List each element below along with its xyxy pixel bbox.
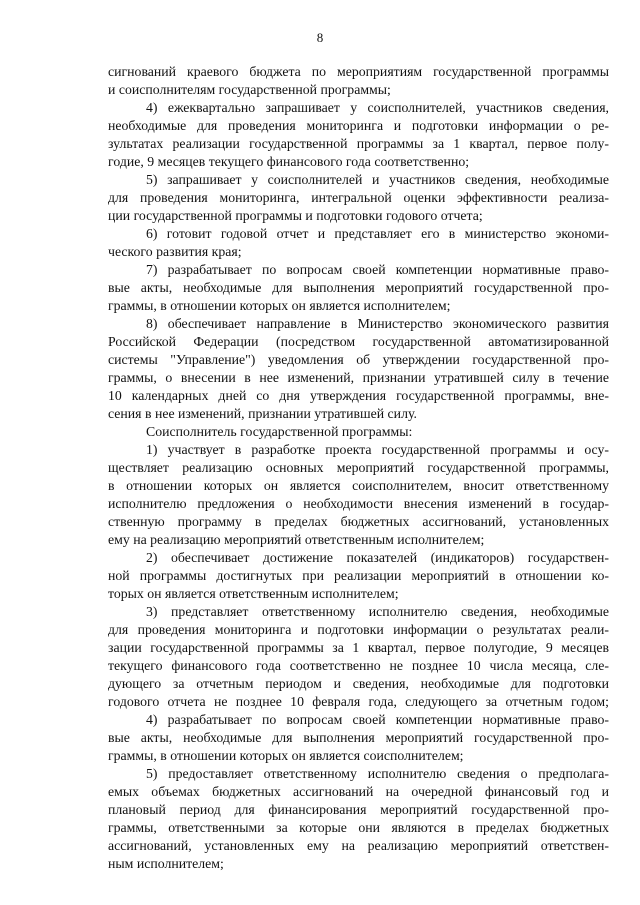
text-line: сигнований краевого бюджета по мероприятиям государственной программы [108,64,609,79]
text-line: 5) запрашивает у соисполнителей и участников сведения, необходимые [146,172,609,187]
text-line: Соисполнитель государственной программы: [146,424,413,439]
text-line: 7) разрабатывает по вопросам своей компетенции нормативные право- [146,262,609,277]
text-line: 4) разрабатывает по вопросам своей компетенции нормативные право- [146,712,609,727]
text-line: плановый период для финансирования мероприятий государственной про- [108,802,609,817]
text-line: граммы, в отношении которых он является исполнителем; [108,298,451,313]
document-body [108,63,609,873]
text-line: ции государственной программы и подготовки годового отчета; [108,208,483,223]
text-line: 8) обеспечивает направление в Министерство экономического развития [146,316,609,331]
text-line: емых объемах бюджетных ассигнований на очередной финансовый год и [108,784,609,799]
text-line: в отношении которых он является соисполнителем, вносит ответственному [108,478,609,493]
text-line: ным исполнителем; [108,856,224,871]
text-line: 4) ежеквартально запрашивает у соисполнителей, участников сведения, [146,100,609,115]
text-line: вые акты, необходимые для выполнения мероприятий государственной про- [108,280,609,295]
text-line: 10 календарных дней со дня утверждения государственной программы, вне- [108,388,609,403]
text-line: зации государственной программы за 1 квартал, первое полугодие, 9 месяцев [108,640,609,655]
text-line: для проведения мониторинга, интегральной оценки эффективности реализа- [108,190,609,205]
text-line: дующего за отчетным периодом и сведения, необходимые для подготовки [108,676,609,691]
text-line: Российской Федерации (посредством государственной автоматизированной [108,334,609,349]
text-line: исполнителю предложения о необходимости внесения изменений в государ- [108,496,609,511]
text-line: 2) обеспечивает достижение показателей (индикаторов) государствен- [146,550,609,565]
text-line: и соисполнителям государственной программы; [108,82,391,97]
text-line: зультатах реализации государственной программы за 1 квартал, первое полу- [108,136,609,151]
text-line: ческого развития края; [108,244,242,259]
text-line: для проведения мониторинга и подготовки информации о результатах реали- [108,622,609,637]
text-line: ему на реализацию мероприятий ответственным исполнителем; [108,532,485,547]
text-line: ственную программу в пределах бюджетных ассигнований, установленных [108,514,609,529]
text-line: ной программы достигнутых при реализации мероприятий в отношении ко- [108,568,609,583]
text-line: граммы, ответственными за которые они являются в пределах бюджетных [108,820,609,835]
text-line: годового отчета не позднее 10 февраля года, следующего за отчетным годом; [108,694,609,709]
text-line: системы "Управление") уведомления об утверждении государственной про- [108,352,609,367]
text-line: необходимые для проведения мониторинга и подготовки информации о ре- [108,118,609,133]
text-line: 6) готовит годовой отчет и представляет его в министерство экономи- [146,226,609,241]
text-line: сения в нее изменений, признании утратившей силу. [108,406,417,421]
text-line: торых он является ответственным исполнителем; [108,586,399,601]
text-line: 5) предоставляет ответственному исполнителю сведения о предполага- [146,766,609,781]
text-line: ассигнований, установленных ему на реализацию мероприятий ответствен- [108,838,609,853]
text-line: граммы, в отношении которых он является соисполнителем; [108,748,464,763]
text-line: 3) представляет ответственному исполнителю сведения, необходимые [146,604,609,619]
page-number: 8 [316,30,324,45]
text-line: вые акты, необходимые для выполнения мероприятий государственной про- [108,730,609,745]
text-line: текущего финансового года соответственно не позднее 10 числа месяца, сле- [108,658,609,673]
text-line: ществляет реализацию основных мероприятий государственной программы, [108,460,609,475]
text-line: годие, 9 месяцев текущего финансового года соответственно; [108,154,470,169]
text-line: 1) участвует в разработке проекта государственной программы и осу- [146,442,609,457]
text-line: граммы, о внесении в нее изменений, признании утратившей силу в течение [108,370,609,385]
